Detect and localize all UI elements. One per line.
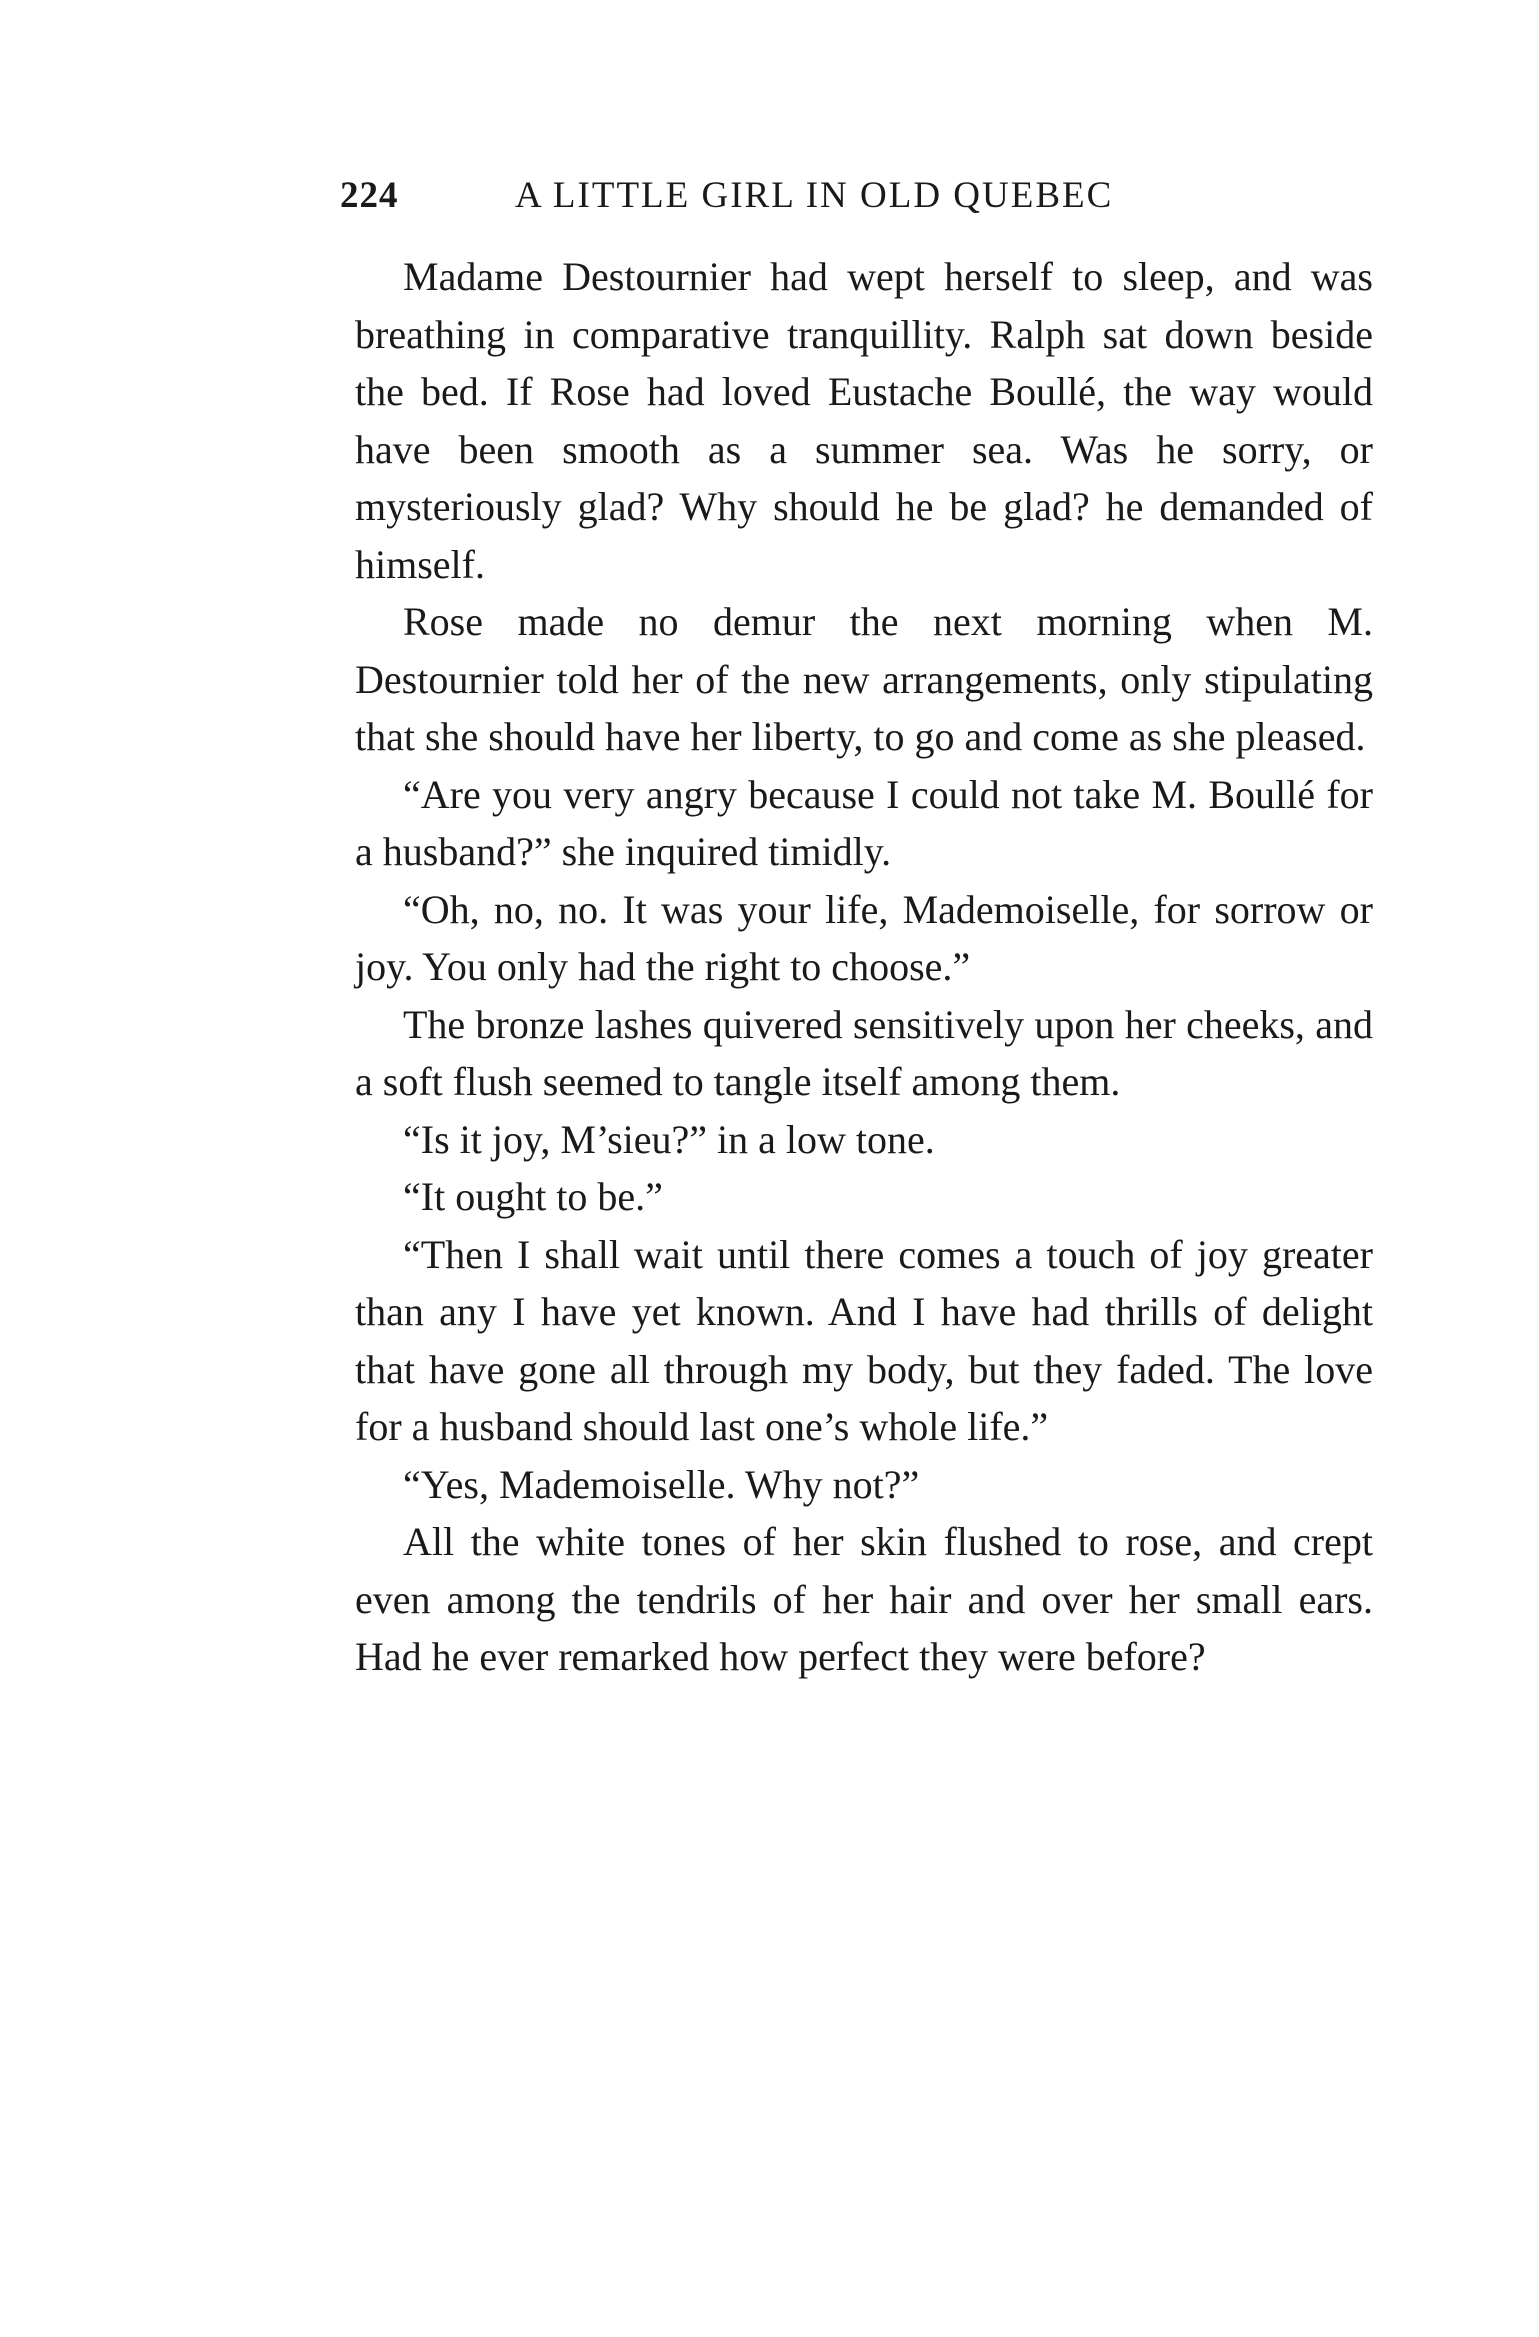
page-number: 224 [340, 175, 399, 216]
paragraph: “Are you very angry because I could not take M. Boullé for a husband?” she inquired timidly. [355, 771, 1373, 874]
running-head: A LITTLE GIRL IN OLD QUEBEC [515, 175, 1114, 216]
body-text [355, 248, 1373, 1686]
paragraph: “Yes, Mademoiselle. Why not?” [403, 1461, 920, 1507]
paragraph: Madame Destournier had wept herself to sleep, and was breathing in comparative tranquillity. Ralph sat down beside the bed. If Rose had loved Eustache Boullé, the way would have been smooth as a summer sea. Was he sorry, or mysteriously glad? Why should he be glad? he demanded of himself. [355, 254, 1373, 587]
page-header [0, 174, 1539, 224]
paragraph: Rose made no demur the next morning when M. Destournier told her of the new arrangements, only stipulating that she should have her liberty, to go and come as she pleased. [355, 599, 1373, 759]
paragraph: “It ought to be.” [403, 1174, 663, 1219]
paragraph: “Is it joy, M’sieu?” in a low tone. [403, 1116, 935, 1162]
paragraph: “Then I shall wait until there comes a touch of joy greater than any I have yet known. And I have had thrills of delight that have gone all through my body, but they faded. The love for a husband should last one’s whole life.” [355, 1231, 1373, 1449]
paragraph: “Oh, no, no. It was your life, Mademoiselle, for sorrow or joy. You only had the right to choose.” [355, 886, 1373, 989]
paragraph: All the white tones of her skin flushed to rose, and crept even among the tendrils of her hair and over her small ears. Had he ever remarked how perfect they were before? [355, 1519, 1373, 1679]
paragraph: The bronze lashes quivered sensitively upon her cheeks, and a soft flush seemed to tangle itself among them. [355, 1001, 1373, 1104]
